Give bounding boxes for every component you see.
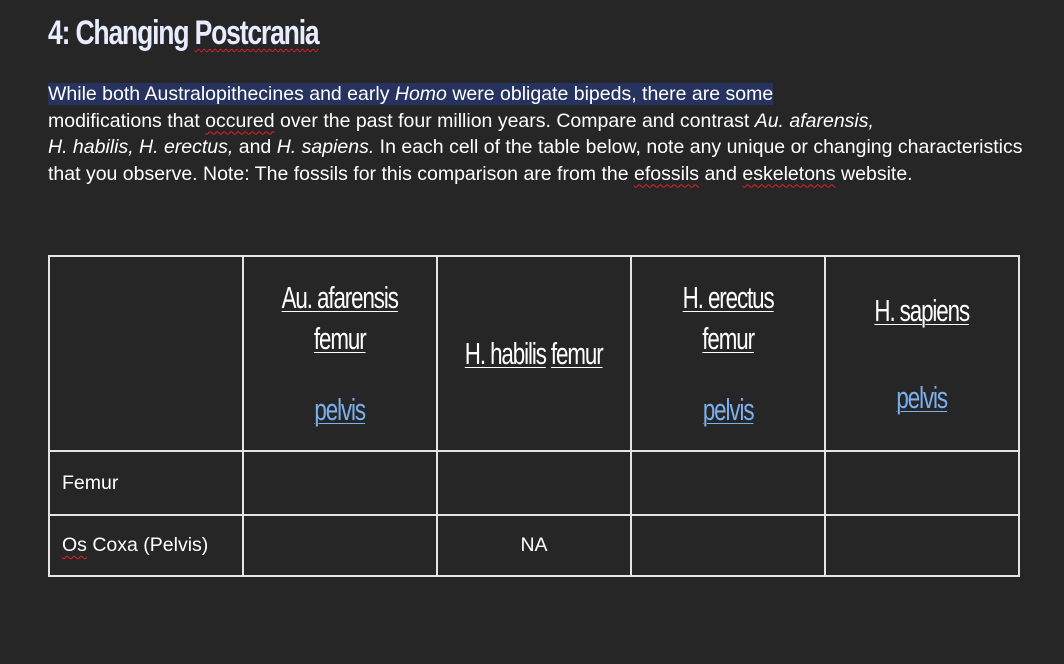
table-cell[interactable] [631,451,825,515]
table-cell[interactable] [437,451,631,515]
table-cell[interactable] [243,515,437,576]
pelvis-link[interactable]: pelvis [314,392,366,427]
table-cell-na[interactable]: NA [437,515,631,576]
table-cell[interactable] [243,451,437,515]
row-label-femur[interactable]: Femur [49,451,243,515]
intro-text: were obligate bipeds, there are some [446,83,774,105]
page-title [48,14,318,53]
table-row-os-coxa [49,515,1019,576]
intro-text: over the past four million years. Compare and contrast [274,109,755,132]
header-h-sapiens[interactable] [825,256,1019,451]
intro-species: H. sapiens. [276,136,375,158]
title-word-changing: Changing [75,14,189,52]
species-block [282,277,398,430]
intro-text: In each cell of the table below, note any unique or changing characteristics that you observe. Note: The fossils for this comparison are from the [48,136,1023,185]
header-h-habilis[interactable] [437,256,631,451]
row-label-text: Coxa (Pelvis) [86,534,209,556]
table-cell[interactable] [631,515,825,576]
species-block [683,277,774,430]
intro-species: Au. afarensis, [754,109,874,132]
intro-highlight [48,83,773,105]
table-header-row [49,256,1019,451]
row-label-os-coxa[interactable] [49,515,243,576]
intro-paragraph [48,81,1033,187]
intro-text: and [699,162,743,185]
intro-text: and [233,136,277,158]
title-number: 4: [48,14,70,52]
table-row-femur [49,451,1019,515]
species-block [875,290,970,418]
species-link-h-habilis[interactable]: H. habilis [465,336,547,371]
intro-species: H. habilis, H. erectus, [48,136,234,158]
title-word-postcrania: Postcrania [194,14,319,52]
species-link-h-erectus[interactable]: H. erectus [682,280,774,315]
pelvis-link[interactable]: pelvis [702,392,754,427]
header-h-erectus[interactable] [631,256,825,451]
table-cell[interactable] [825,515,1019,576]
femur-link[interactable]: femur [314,321,366,356]
femur-link[interactable]: femur [702,321,754,356]
species-block [465,333,603,374]
table-corner-cell[interactable] [49,256,243,451]
table-cell[interactable] [825,451,1019,515]
species-link-h-sapiens[interactable]: H. sapiens [874,292,970,328]
misspelled-word: occured [205,109,275,132]
intro-text: modifications that [48,109,206,132]
intro-homo: Homo [394,83,447,105]
misspelled-word: efossils [634,162,700,185]
comparison-table [48,255,1020,577]
intro-text: While both Australopithecines and early [48,83,395,105]
species-link-au-afarensis[interactable]: Au. afarensis [281,280,399,315]
femur-link[interactable]: femur [551,336,603,371]
header-au-afarensis[interactable] [243,256,437,451]
pelvis-link[interactable]: pelvis [896,379,948,415]
intro-text: website. [835,162,913,185]
misspelled-word: eskeletons [742,162,836,185]
misspelled-word: Os [62,534,87,556]
